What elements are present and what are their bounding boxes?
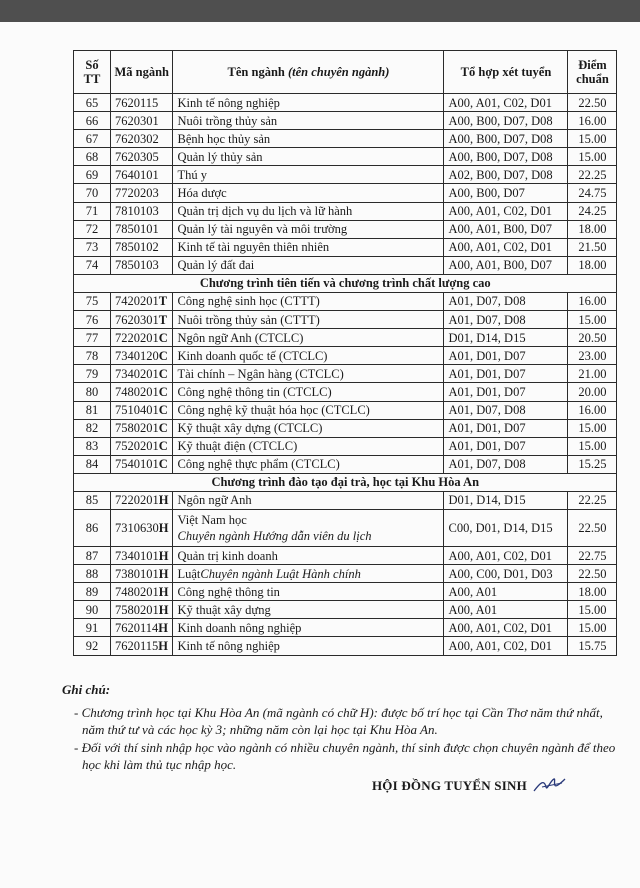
row-combo: A00, A01, B00, D07: [444, 220, 568, 238]
table-row: [74, 292, 617, 310]
row-code: [111, 637, 173, 655]
row-score: 18.00: [568, 583, 617, 601]
row-stt: 90: [74, 601, 111, 619]
row-score: 22.50: [568, 509, 617, 546]
row-score: 16.00: [568, 292, 617, 310]
row-combo: C00, D01, D14, D15: [444, 509, 568, 546]
table-row: [74, 455, 617, 473]
row-code-suffix: C: [158, 384, 168, 399]
row-score: 16.00: [568, 401, 617, 419]
row-score: 22.50: [568, 565, 617, 583]
table-row: [74, 565, 617, 583]
row-name-text: Công nghệ thông tin: [177, 584, 280, 599]
row-name: [173, 166, 444, 184]
row-code-number: 7850101: [115, 222, 159, 237]
row-combo: A00, A01, C02, D01: [444, 202, 568, 220]
table-row: [74, 238, 617, 256]
row-name: [173, 455, 444, 473]
admission-score-table: [73, 50, 617, 656]
row-stt: 66: [74, 112, 111, 130]
row-name: [173, 509, 444, 546]
header-code: Mã ngành: [111, 51, 173, 94]
row-code: [111, 401, 173, 419]
row-code: [111, 256, 173, 274]
row-code: [111, 565, 173, 583]
row-combo: A01, D07, D08: [444, 311, 568, 329]
table-row: [74, 166, 617, 184]
row-name-text: Nuôi trồng thủy sản: [177, 113, 278, 128]
row-code-number: 7310630: [115, 520, 159, 535]
row-combo: D01, D14, D15: [444, 491, 568, 509]
row-combo: A00, A01: [444, 601, 568, 619]
row-name-text: Kinh tế nông nghiệp: [177, 638, 280, 653]
row-code-number: 7850103: [115, 258, 159, 273]
note-item: - Đối với thí sinh nhập học vào ngành có nhiều chuyên ngành, thí sinh được chọn chuyên ngành để theo học khi làm thủ tục nhập học.: [74, 739, 622, 773]
row-code-number: 7520201: [115, 439, 159, 454]
row-combo: A00, B00, D07, D08: [444, 148, 568, 166]
row-stt: 73: [74, 238, 111, 256]
row-code-suffix: C: [158, 366, 168, 381]
row-name: [173, 601, 444, 619]
row-code: [111, 583, 173, 601]
row-score: 18.00: [568, 220, 617, 238]
table-row: [74, 220, 617, 238]
row-name: [173, 202, 444, 220]
row-code-number: 7380101: [115, 566, 159, 581]
header-name-main: Tên ngành: [227, 65, 288, 79]
row-name: [173, 130, 444, 148]
row-name: [173, 148, 444, 166]
section-row: [74, 473, 617, 491]
row-code-suffix: C: [158, 403, 168, 418]
row-code-suffix: C: [158, 421, 168, 436]
row-name: [173, 329, 444, 347]
row-code: [111, 184, 173, 202]
row-score: 15.00: [568, 148, 617, 166]
row-code-number: 7640101: [115, 167, 159, 182]
row-score: 15.75: [568, 637, 617, 655]
row-name-specialization: Chuyên ngành Luật Hành chính: [200, 566, 361, 581]
row-name-specialization: Chuyên ngành Hướng dẫn viên du lịch: [177, 528, 372, 543]
row-score: 15.00: [568, 311, 617, 329]
row-name-text: Tài chính – Ngân hàng (CTCLC): [177, 366, 344, 381]
row-name: [173, 184, 444, 202]
row-code-number: 7220201: [115, 330, 159, 345]
row-score: 24.25: [568, 202, 617, 220]
row-stt: 89: [74, 583, 111, 601]
row-stt: 80: [74, 383, 111, 401]
notes-list: [62, 704, 622, 773]
row-code: [111, 238, 173, 256]
row-name-text: Quản lý thủy sản: [177, 149, 263, 164]
header-name: [173, 51, 444, 94]
row-score: 18.00: [568, 256, 617, 274]
row-code-number: 7340120: [115, 348, 159, 363]
row-code-suffix: H: [158, 520, 169, 535]
table-row: [74, 365, 617, 383]
row-name-text: Công nghệ kỹ thuật hóa học (CTCLC): [177, 403, 370, 418]
row-stt: 72: [74, 220, 111, 238]
row-code: [111, 311, 173, 329]
row-name-text: Hóa dược: [177, 186, 227, 201]
table-row: [74, 637, 617, 655]
row-code-suffix: H: [158, 548, 169, 563]
row-combo: A00, A01, C02, D01: [444, 619, 568, 637]
section-row: [74, 274, 617, 292]
table-row: [74, 437, 617, 455]
group-regular: [74, 94, 617, 275]
row-stt: 75: [74, 292, 111, 310]
row-code-suffix: C: [158, 330, 168, 345]
row-code-suffix: H: [158, 620, 169, 635]
table-row: [74, 546, 617, 564]
row-score: 21.00: [568, 365, 617, 383]
row-score: 15.00: [568, 437, 617, 455]
row-code-number: 7620301: [115, 113, 159, 128]
row-code-suffix: H: [158, 584, 169, 599]
row-name-text: Thú y: [177, 167, 207, 182]
row-code: [111, 292, 173, 310]
row-stt: 82: [74, 419, 111, 437]
row-name: [173, 583, 444, 601]
row-code: [111, 509, 173, 546]
row-name: [173, 383, 444, 401]
row-code: [111, 148, 173, 166]
note-item: - Chương trình học tại Khu Hòa An (mã ngành có chữ H): được bố trí học tại Cần Thơ năm thứ nhất, năm thứ tư và các học kỳ 3; những năm còn lại học tại Khu Hòa An.: [74, 704, 622, 738]
header-score: Điểm chuẩn: [568, 51, 617, 94]
row-name-text: Kinh tế nông nghiệp: [177, 95, 280, 110]
row-code: [111, 166, 173, 184]
row-name-text: Bệnh học thủy sản: [177, 131, 271, 146]
row-score: 22.25: [568, 166, 617, 184]
row-code: [111, 94, 173, 112]
signer-title: HỘI ĐỒNG TUYỂN SINH: [372, 778, 527, 793]
row-code-suffix: T: [158, 312, 168, 327]
table-row: [74, 401, 617, 419]
row-stt: 88: [74, 565, 111, 583]
row-name-text: Kỹ thuật điện (CTCLC): [177, 439, 298, 454]
row-name-text: Kỹ thuật xây dựng (CTCLC): [177, 421, 323, 436]
row-score: 16.00: [568, 112, 617, 130]
row-code-suffix: H: [158, 602, 169, 617]
row-combo: A01, D01, D07: [444, 347, 568, 365]
table-row: [74, 94, 617, 112]
table-row: [74, 184, 617, 202]
row-code-suffix: H: [158, 638, 169, 653]
row-stt: 70: [74, 184, 111, 202]
row-stt: 92: [74, 637, 111, 655]
notes-block: [62, 682, 622, 774]
row-name: [173, 437, 444, 455]
row-combo: A01, D01, D07: [444, 365, 568, 383]
row-name: [173, 619, 444, 637]
table-row: [74, 311, 617, 329]
row-name-text: Kỹ thuật xây dựng: [177, 602, 271, 617]
row-code: [111, 437, 173, 455]
row-code: [111, 455, 173, 473]
table-row: [74, 383, 617, 401]
row-stt: 69: [74, 166, 111, 184]
row-name-text: Kinh doanh nông nghiệp: [177, 620, 302, 635]
row-combo: A00, A01, C02, D01: [444, 637, 568, 655]
row-code-number: 7540101: [115, 457, 159, 472]
row-code-suffix: H: [158, 493, 169, 508]
row-score: 15.00: [568, 419, 617, 437]
row-code-number: 7480201: [115, 384, 159, 399]
row-code-number: 7420201: [115, 294, 159, 309]
row-score: 20.00: [568, 383, 617, 401]
row-stt: 71: [74, 202, 111, 220]
row-combo: A01, D07, D08: [444, 401, 568, 419]
group-hoaan-section: [74, 473, 617, 491]
row-code-suffix: C: [158, 457, 168, 472]
row-stt: 77: [74, 329, 111, 347]
row-stt: 74: [74, 256, 111, 274]
row-name: [173, 238, 444, 256]
row-name-text: Nuôi trồng thủy sản (CTTT): [177, 312, 320, 327]
row-name-text: Công nghệ thông tin (CTCLC): [177, 384, 332, 399]
row-name: [173, 347, 444, 365]
row-stt: 85: [74, 491, 111, 509]
row-name: [173, 311, 444, 329]
row-stt: 81: [74, 401, 111, 419]
row-combo: A00, A01, C02, D01: [444, 238, 568, 256]
table-row: [74, 130, 617, 148]
row-stt: 68: [74, 148, 111, 166]
row-code-suffix: C: [158, 439, 168, 454]
row-stt: 83: [74, 437, 111, 455]
group-advanced: [74, 292, 617, 473]
row-code-number: 7620301: [115, 312, 159, 327]
row-name: [173, 546, 444, 564]
row-stt: 78: [74, 347, 111, 365]
row-combo: A02, B00, D07, D08: [444, 166, 568, 184]
row-score: 22.50: [568, 94, 617, 112]
row-name: [173, 256, 444, 274]
document-page: [0, 22, 640, 888]
signature-mark: [532, 773, 566, 800]
row-code: [111, 202, 173, 220]
row-code: [111, 383, 173, 401]
row-name: [173, 112, 444, 130]
row-stt: 79: [74, 365, 111, 383]
header-combo: Tổ hợp xét tuyển: [444, 51, 568, 94]
group-hoaan: [74, 491, 617, 655]
row-combo: A01, D01, D07: [444, 383, 568, 401]
table-row: [74, 148, 617, 166]
row-score: 23.00: [568, 347, 617, 365]
header-stt: Số TT: [74, 51, 111, 94]
row-name: [173, 491, 444, 509]
row-name-text: Quản trị kinh doanh: [177, 548, 278, 563]
row-score: 15.25: [568, 455, 617, 473]
row-code-number: 7620302: [115, 131, 159, 146]
row-code: [111, 112, 173, 130]
row-score: 21.50: [568, 238, 617, 256]
row-code-number: 7580201: [115, 421, 159, 436]
row-stt: 67: [74, 130, 111, 148]
row-combo: A01, D01, D07: [444, 419, 568, 437]
row-stt: 91: [74, 619, 111, 637]
row-code: [111, 347, 173, 365]
row-combo: A00, B00, D07, D08: [444, 130, 568, 148]
top-bar: [0, 0, 640, 22]
row-code: [111, 491, 173, 509]
row-combo: A00, A01, B00, D07: [444, 256, 568, 274]
row-name-text: Quản lý đất đai: [177, 258, 255, 273]
row-combo: A00, A01, C02, D01: [444, 546, 568, 564]
row-combo: A01, D07, D08: [444, 292, 568, 310]
row-code: [111, 365, 173, 383]
row-code-number: 7620114: [115, 620, 159, 635]
row-name-text: Quản lý tài nguyên và môi trường: [177, 222, 348, 237]
row-name-text: Luật: [177, 566, 201, 581]
row-name-text: Công nghệ thực phẩm (CTCLC): [177, 457, 340, 472]
row-name: [173, 365, 444, 383]
row-name: [173, 292, 444, 310]
row-code-number: 7580201: [115, 602, 159, 617]
table-header-row: [74, 51, 617, 94]
table-row: [74, 509, 617, 546]
row-code-number: 7340101: [115, 548, 159, 563]
row-code: [111, 419, 173, 437]
row-combo: A01, D01, D07: [444, 437, 568, 455]
row-code-number: 7810103: [115, 204, 159, 219]
row-code: [111, 546, 173, 564]
row-name-text: Quản trị dịch vụ du lịch và lữ hành: [177, 204, 353, 219]
row-code: [111, 220, 173, 238]
row-combo: A00, A01, C02, D01: [444, 94, 568, 112]
row-score: 15.00: [568, 130, 617, 148]
row-score: 24.75: [568, 184, 617, 202]
row-code-number: 7340201: [115, 366, 159, 381]
row-name-text: Công nghệ sinh học (CTTT): [177, 294, 320, 309]
table-row: [74, 583, 617, 601]
row-code-number: 7620305: [115, 149, 159, 164]
row-combo: A00, B00, D07, D08: [444, 112, 568, 130]
row-name: [173, 637, 444, 655]
row-score: 15.00: [568, 619, 617, 637]
row-code-number: 7510401: [115, 403, 159, 418]
row-score: 22.25: [568, 491, 617, 509]
table-row: [74, 619, 617, 637]
row-code: [111, 130, 173, 148]
row-code-number: 7620115: [115, 95, 159, 110]
row-code-number: 7480201: [115, 584, 159, 599]
group-advanced-section: [74, 274, 617, 292]
row-code-suffix: T: [158, 294, 168, 309]
row-name-text: Kinh doanh quốc tế (CTCLC): [177, 348, 328, 363]
row-stt: 87: [74, 546, 111, 564]
row-combo: A00, C00, D01, D03: [444, 565, 568, 583]
row-name: [173, 565, 444, 583]
row-name: [173, 220, 444, 238]
section-title-hoaan: Chương trình đào tạo đại trà, học tại Khu Hòa An: [74, 473, 617, 491]
table-row: [74, 256, 617, 274]
row-combo: D01, D14, D15: [444, 329, 568, 347]
row-score: 15.00: [568, 601, 617, 619]
row-name-text: Ngôn ngữ Anh (CTCLC): [177, 330, 304, 345]
row-stt: 65: [74, 94, 111, 112]
row-name: [173, 419, 444, 437]
table-row: [74, 601, 617, 619]
notes-title: Ghi chú:: [62, 682, 111, 697]
row-code-suffix: H: [158, 566, 169, 581]
table-row: [74, 329, 617, 347]
table-row: [74, 347, 617, 365]
table-row: [74, 202, 617, 220]
row-code: [111, 329, 173, 347]
table-row: [74, 112, 617, 130]
row-stt: 84: [74, 455, 111, 473]
row-code-suffix: C: [158, 348, 168, 363]
row-stt: 76: [74, 311, 111, 329]
row-score: 20.50: [568, 329, 617, 347]
row-code-number: 7720203: [115, 186, 159, 201]
row-code-number: 7220201: [115, 493, 159, 508]
table-row: [74, 419, 617, 437]
row-code: [111, 601, 173, 619]
row-stt: 86: [74, 509, 111, 546]
row-name-text: Kinh tế tài nguyên thiên nhiên: [177, 240, 330, 255]
header-name-sub: (tên chuyên ngành): [288, 65, 390, 79]
row-combo: A00, B00, D07: [444, 184, 568, 202]
row-name: [173, 401, 444, 419]
table-row: [74, 491, 617, 509]
row-combo: A00, A01: [444, 583, 568, 601]
row-name-text: Ngôn ngữ Anh: [177, 493, 252, 508]
row-name: [173, 94, 444, 112]
row-code-number: 7620115: [115, 638, 159, 653]
row-code: [111, 619, 173, 637]
row-code-number: 7850102: [115, 240, 159, 255]
section-title-advanced: Chương trình tiên tiến và chương trình chất lượng cao: [74, 274, 617, 292]
row-score: 22.75: [568, 546, 617, 564]
row-name-text: Việt Nam học: [177, 512, 247, 527]
row-combo: A01, D07, D08: [444, 455, 568, 473]
